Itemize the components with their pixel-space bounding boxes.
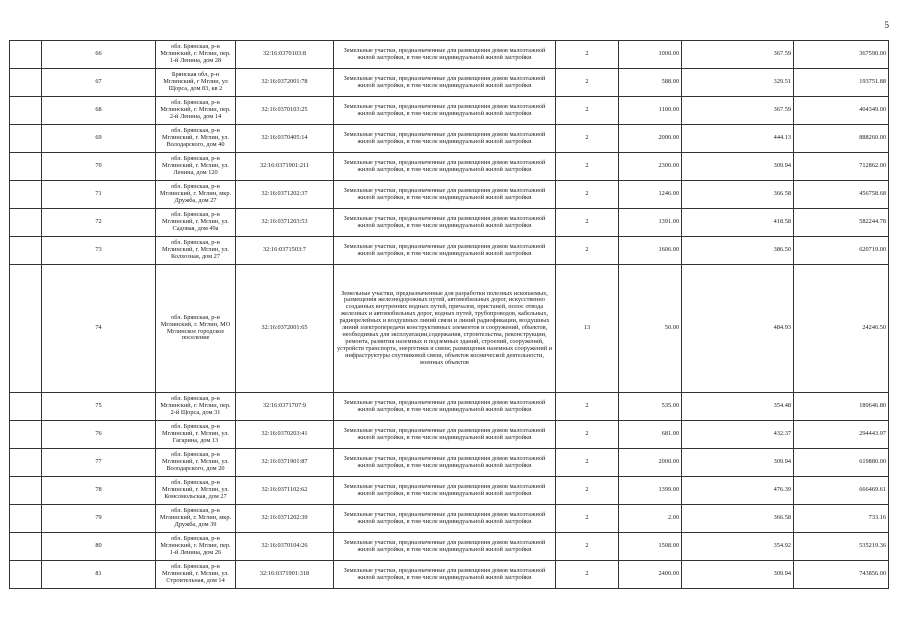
row-number: 75 bbox=[42, 393, 156, 421]
category-cell: 2 bbox=[556, 97, 619, 125]
area-cell: 1000.00 bbox=[619, 41, 682, 69]
unit-value-cell: 309.94 bbox=[682, 449, 794, 477]
category-cell: 2 bbox=[556, 125, 619, 153]
row-number: 74 bbox=[42, 265, 156, 393]
unit-value-cell: 484.93 bbox=[682, 265, 794, 393]
area-cell: 2400.00 bbox=[619, 561, 682, 589]
category-cell: 2 bbox=[556, 41, 619, 69]
row-number: 66 bbox=[42, 41, 156, 69]
category-cell: 2 bbox=[556, 237, 619, 265]
row-number: 68 bbox=[42, 97, 156, 125]
cadastral-value-cell: 535219.36 bbox=[794, 533, 889, 561]
table-row bbox=[10, 477, 889, 505]
cadastral-number-cell: 32:16:0371202:37 bbox=[236, 181, 334, 209]
row-number: 67 bbox=[42, 69, 156, 97]
unit-value-cell: 354.92 bbox=[682, 533, 794, 561]
page-number: 5 bbox=[884, 20, 889, 30]
margin-cell bbox=[10, 477, 42, 505]
address-cell: обл. Брянская, р-н Мглинский, г. Мглин, ул. Володарского, дом 40 bbox=[156, 125, 236, 153]
category-cell: 2 bbox=[556, 69, 619, 97]
cadastral-number-cell: 32:16:0370104:26 bbox=[236, 533, 334, 561]
row-number: 81 bbox=[42, 561, 156, 589]
cadastral-number-cell: 32:16:0372001:78 bbox=[236, 69, 334, 97]
cadastral-value-cell: 888260.00 bbox=[794, 125, 889, 153]
address-cell: обл. Брянская, р-н Мглинский, г. Мглин, пер. 1-й Ленина, дом 26 bbox=[156, 533, 236, 561]
table-row bbox=[10, 449, 889, 477]
unit-value-cell: 329.51 bbox=[682, 69, 794, 97]
area-cell: 1100.00 bbox=[619, 97, 682, 125]
margin-cell bbox=[10, 41, 42, 69]
margin-cell bbox=[10, 69, 42, 97]
address-cell: обл. Брянская, р-н Мглинский, г. Мглин, ул. Садовая, дом 49а bbox=[156, 209, 236, 237]
unit-value-cell: 418.58 bbox=[682, 209, 794, 237]
category-cell: 2 bbox=[556, 153, 619, 181]
unit-value-cell: 476.39 bbox=[682, 477, 794, 505]
permitted-use-cell: Земельные участки, предназначенные для размещения домов малоэтажной жилой застройки, в том числе индивидуальной жилой застройки bbox=[334, 505, 556, 533]
category-cell: 2 bbox=[556, 181, 619, 209]
margin-cell bbox=[10, 153, 42, 181]
area-cell: 2300.00 bbox=[619, 153, 682, 181]
cadastral-value-cell: 620719.00 bbox=[794, 237, 889, 265]
permitted-use-cell: Земельные участки, предназначенные для размещения домов малоэтажной жилой застройки, в том числе индивидуальной жилой застройки bbox=[334, 69, 556, 97]
table-row bbox=[10, 69, 889, 97]
category-cell: 2 bbox=[556, 477, 619, 505]
table-row bbox=[10, 125, 889, 153]
address-cell: обл. Брянская, р-н Мглинский, г. Мглин, МО Мглинское городское поселение bbox=[156, 265, 236, 393]
area-cell: 2000.00 bbox=[619, 125, 682, 153]
address-cell: обл. Брянская, р-н Мглинский, г. Мглин, пер. 2-й Щорса, дом 31 bbox=[156, 393, 236, 421]
permitted-use-cell: Земельные участки, предназначенные для разработки полезных ископаемых, размещения железнодорожных путей, автомобильных дорог, искусственно созданных внутренних водных путей, причалов, пристаней, полос отвода железных и автомобильных дорог, водных путей, трубопроводов, кабельных, радиорелейных и воздушных линий связи и линий радиофикации, воздушных линий электропередачи конструктивных элементов и сооружений, объектов, необходимых для эксплуатации,содержания, строительства, реконструкции, ремонта, развития наземных и подземных зданий, строений, сооружений, устройств транспорта, энергетики и связи; размещения наземных сооружений и инфраструктуры спутниковой связи, объектов космической деятельности, военных объектов bbox=[334, 265, 556, 393]
address-cell: обл. Брянская, р-н Мглинский, г. Мглин, ул. Колхозная, дом 27 bbox=[156, 237, 236, 265]
margin-cell bbox=[10, 237, 42, 265]
cadastral-value-cell: 367590.00 bbox=[794, 41, 889, 69]
margin-cell bbox=[10, 393, 42, 421]
category-cell: 2 bbox=[556, 209, 619, 237]
cadastral-number-cell: 32:16:0371202:39 bbox=[236, 505, 334, 533]
cadastral-value-cell: 193751.88 bbox=[794, 69, 889, 97]
category-cell: 2 bbox=[556, 393, 619, 421]
row-number: 69 bbox=[42, 125, 156, 153]
address-cell: обл. Брянская, р-н Мглинский, г. Мглин, ул. Комсомольская, дом 27 bbox=[156, 477, 236, 505]
table-row bbox=[10, 181, 889, 209]
margin-cell bbox=[10, 505, 42, 533]
unit-value-cell: 309.94 bbox=[682, 153, 794, 181]
category-cell: 2 bbox=[556, 421, 619, 449]
table-row bbox=[10, 209, 889, 237]
row-number: 73 bbox=[42, 237, 156, 265]
address-cell: обл. Брянская, р-н Мглинский, г. Мглин, мкр. Дружба, дом 39 bbox=[156, 505, 236, 533]
margin-cell bbox=[10, 421, 42, 449]
table-row bbox=[10, 421, 889, 449]
area-cell: 50.00 bbox=[619, 265, 682, 393]
margin-cell bbox=[10, 533, 42, 561]
row-number: 77 bbox=[42, 449, 156, 477]
margin-cell bbox=[10, 449, 42, 477]
unit-value-cell: 367.59 bbox=[682, 97, 794, 125]
permitted-use-cell: Земельные участки, предназначенные для размещения домов малоэтажной жилой застройки, в том числе индивидуальной жилой застройки bbox=[334, 421, 556, 449]
cadastral-number-cell: 32:16:0372001:65 bbox=[236, 265, 334, 393]
margin-cell bbox=[10, 265, 42, 393]
address-cell: обл. Брянская, р-н Мглинский, г. Мглин, пер. 2-й Ленина, дом 14 bbox=[156, 97, 236, 125]
cadastral-value-cell: 189646.80 bbox=[794, 393, 889, 421]
area-cell: 588.00 bbox=[619, 69, 682, 97]
address-cell: обл. Брянская, р-н Мглинский, г. Мглин, ул. Строительная, дом 14 bbox=[156, 561, 236, 589]
margin-cell bbox=[10, 209, 42, 237]
cadastral-number-cell: 32:16:0370103:8 bbox=[236, 41, 334, 69]
cadastral-number-cell: 32:16:0370103:25 bbox=[236, 97, 334, 125]
margin-cell bbox=[10, 181, 42, 209]
margin-cell bbox=[10, 561, 42, 589]
area-cell: 1508.00 bbox=[619, 533, 682, 561]
unit-value-cell: 366.58 bbox=[682, 505, 794, 533]
row-number: 79 bbox=[42, 505, 156, 533]
table-row bbox=[10, 41, 889, 69]
table-row bbox=[10, 393, 889, 421]
cadastral-number-cell: 32:16:0370203:41 bbox=[236, 421, 334, 449]
address-cell: обл. Брянская, р-н Мглинский, г. Мглин, пер. 1-й Ленина, дом 28 bbox=[156, 41, 236, 69]
category-cell: 2 bbox=[556, 561, 619, 589]
cadastral-value-cell: 582244.78 bbox=[794, 209, 889, 237]
permitted-use-cell: Земельные участки, предназначенные для размещения домов малоэтажной жилой застройки, в том числе индивидуальной жилой застройки bbox=[334, 561, 556, 589]
table-row bbox=[10, 505, 889, 533]
area-cell: 1606.00 bbox=[619, 237, 682, 265]
category-cell: 2 bbox=[556, 505, 619, 533]
row-number: 80 bbox=[42, 533, 156, 561]
category-cell: 2 bbox=[556, 533, 619, 561]
address-cell: обл. Брянская, р-н Мглинский, г. Мглин, ул. Ленина, дом 120 bbox=[156, 153, 236, 181]
permitted-use-cell: Земельные участки, предназначенные для размещения домов малоэтажной жилой застройки, в том числе индивидуальной жилой застройки bbox=[334, 153, 556, 181]
permitted-use-cell: Земельные участки, предназначенные для размещения домов малоэтажной жилой застройки, в том числе индивидуальной жилой застройки bbox=[334, 393, 556, 421]
address-cell: обл. Брянская, р-н Мглинский, г. Мглин, мкр. Дружба, дом 27 bbox=[156, 181, 236, 209]
table-row bbox=[10, 237, 889, 265]
unit-value-cell: 354.48 bbox=[682, 393, 794, 421]
area-cell: 1391.00 bbox=[619, 209, 682, 237]
margin-cell bbox=[10, 97, 42, 125]
land-plot-table bbox=[9, 40, 889, 589]
permitted-use-cell: Земельные участки, предназначенные для размещения домов малоэтажной жилой застройки, в том числе индивидуальной жилой застройки bbox=[334, 125, 556, 153]
unit-value-cell: 386.50 bbox=[682, 237, 794, 265]
cadastral-value-cell: 294443.97 bbox=[794, 421, 889, 449]
area-cell: 1399.00 bbox=[619, 477, 682, 505]
permitted-use-cell: Земельные участки, предназначенные для размещения домов малоэтажной жилой застройки, в том числе индивидуальной жилой застройки bbox=[334, 477, 556, 505]
permitted-use-cell: Земельные участки, предназначенные для размещения домов малоэтажной жилой застройки, в том числе индивидуальной жилой застройки bbox=[334, 209, 556, 237]
cadastral-number-cell: 32:16:0371901:211 bbox=[236, 153, 334, 181]
margin-cell bbox=[10, 125, 42, 153]
permitted-use-cell: Земельные участки, предназначенные для размещения домов малоэтажной жилой застройки, в том числе индивидуальной жилой застройки bbox=[334, 533, 556, 561]
area-cell: 1246.00 bbox=[619, 181, 682, 209]
cadastral-number-cell: 32:16:0371503:7 bbox=[236, 237, 334, 265]
cadastral-number-cell: 32:16:0371203:53 bbox=[236, 209, 334, 237]
cadastral-value-cell: 456758.68 bbox=[794, 181, 889, 209]
unit-value-cell: 444.13 bbox=[682, 125, 794, 153]
cadastral-value-cell: 666469.61 bbox=[794, 477, 889, 505]
address-cell: обл. Брянская, р-н Мглинский, г. Мглин, ул. Гагарина, дом 13 bbox=[156, 421, 236, 449]
permitted-use-cell: Земельные участки, предназначенные для размещения домов малоэтажной жилой застройки, в том числе индивидуальной жилой застройки bbox=[334, 41, 556, 69]
cadastral-value-cell: 712862.00 bbox=[794, 153, 889, 181]
row-number: 78 bbox=[42, 477, 156, 505]
cadastral-value-cell: 733.16 bbox=[794, 505, 889, 533]
row-number: 70 bbox=[42, 153, 156, 181]
table-row bbox=[10, 561, 889, 589]
area-cell: 681.00 bbox=[619, 421, 682, 449]
category-cell: 2 bbox=[556, 449, 619, 477]
cadastral-number-cell: 32:16:0370405:14 bbox=[236, 125, 334, 153]
cadastral-value-cell: 743856.00 bbox=[794, 561, 889, 589]
unit-value-cell: 432.37 bbox=[682, 421, 794, 449]
permitted-use-cell: Земельные участки, предназначенные для размещения домов малоэтажной жилой застройки, в том числе индивидуальной жилой застройки bbox=[334, 449, 556, 477]
cadastral-value-cell: 24246.50 bbox=[794, 265, 889, 393]
table-row bbox=[10, 97, 889, 125]
category-cell: 13 bbox=[556, 265, 619, 393]
table-row bbox=[10, 153, 889, 181]
row-number: 72 bbox=[42, 209, 156, 237]
cadastral-value-cell: 404349.00 bbox=[794, 97, 889, 125]
table-row bbox=[10, 533, 889, 561]
area-cell: 2.00 bbox=[619, 505, 682, 533]
address-cell: Брянская обл, р-н Мглинский, г Мглин, ул Щорса, дом 83, кв 2 bbox=[156, 69, 236, 97]
unit-value-cell: 309.94 bbox=[682, 561, 794, 589]
area-cell: 535.00 bbox=[619, 393, 682, 421]
cadastral-number-cell: 32:16:0371901:318 bbox=[236, 561, 334, 589]
area-cell: 2000.00 bbox=[619, 449, 682, 477]
cadastral-number-cell: 32:16:0371102:62 bbox=[236, 477, 334, 505]
unit-value-cell: 366.58 bbox=[682, 181, 794, 209]
cadastral-number-cell: 32:16:0371901:87 bbox=[236, 449, 334, 477]
permitted-use-cell: Земельные участки, предназначенные для размещения домов малоэтажной жилой застройки, в том числе индивидуальной жилой застройки bbox=[334, 237, 556, 265]
permitted-use-cell: Земельные участки, предназначенные для размещения домов малоэтажной жилой застройки, в том числе индивидуальной жилой застройки bbox=[334, 181, 556, 209]
row-number: 71 bbox=[42, 181, 156, 209]
address-cell: обл. Брянская, р-н Мглинский, г. Мглин, ул. Володарского, дом 20 bbox=[156, 449, 236, 477]
permitted-use-cell: Земельные участки, предназначенные для размещения домов малоэтажной жилой застройки, в том числе индивидуальной жилой застройки bbox=[334, 97, 556, 125]
row-number: 76 bbox=[42, 421, 156, 449]
cadastral-number-cell: 32:16:0371707:9 bbox=[236, 393, 334, 421]
unit-value-cell: 367.59 bbox=[682, 41, 794, 69]
table-row bbox=[10, 265, 889, 393]
cadastral-value-cell: 619880.00 bbox=[794, 449, 889, 477]
